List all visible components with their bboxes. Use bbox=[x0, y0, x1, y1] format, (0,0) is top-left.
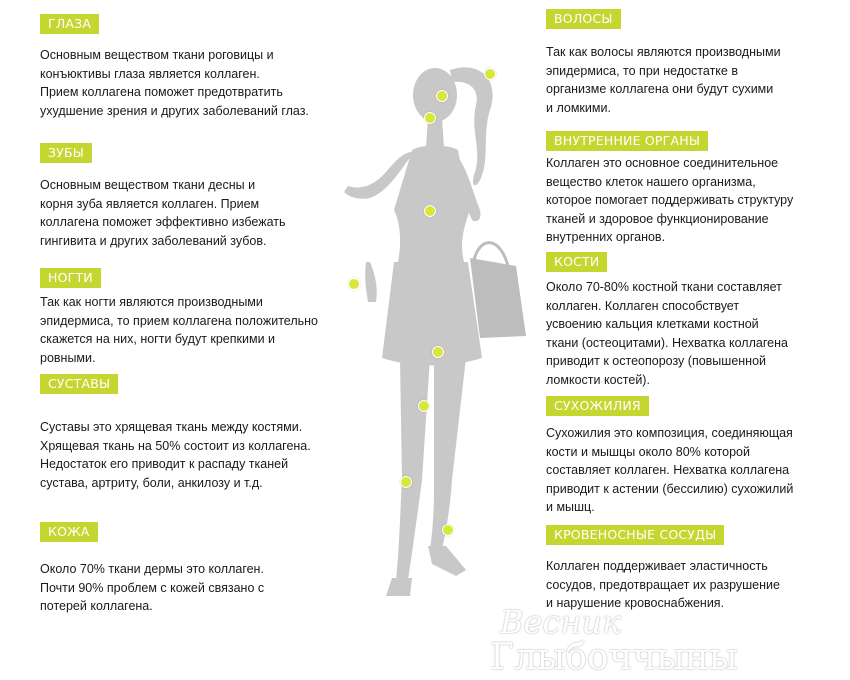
joints-label: СУСТАВЫ bbox=[40, 374, 118, 394]
watermark-line-1: Весник bbox=[500, 603, 622, 641]
vessels-label: КРОВЕНОСНЫЕ СОСУДЫ bbox=[546, 525, 724, 545]
teeth-marker-dot bbox=[424, 112, 436, 124]
eyes-marker-dot bbox=[436, 90, 448, 102]
hair-text: Так как волосы являются производными эпидермиса, то при недостатке в организме коллагена они будут сухими и ломкими. bbox=[546, 45, 781, 115]
organs-text: Коллаген это основное соединительное вещество клеток нашего организма, которое помогает поддерживать структуру тканей и здоровое функционирование внутренних органов. bbox=[546, 156, 794, 244]
teeth-text: Основным веществом ткани десны и корня зуба является коллаген. Прием коллагена поможет эффективно избежать гингивита и других заболеваний зубов. bbox=[40, 178, 286, 248]
skin-text: Около 70% ткани дермы это коллаген. Почти 90% проблем с кожей связано с потерей коллагена. bbox=[40, 562, 265, 613]
hair-marker-dot bbox=[484, 68, 496, 80]
watermark bbox=[490, 603, 835, 678]
skin-marker-dot bbox=[400, 476, 412, 488]
watermark-line-2: Глыбоччыны bbox=[490, 637, 738, 678]
nails-label: НОГТИ bbox=[40, 268, 101, 288]
joints-text: Суставы это хрящевая ткань между костями. Хрящевая ткань на 50% состоит из коллагена. Недостаток его приводит к распаду тканей сустава, артриту, боли, анкилозу и т.д. bbox=[40, 420, 311, 490]
woman-silhouette bbox=[330, 40, 550, 610]
vessels-text: Коллаген поддерживает эластичность сосудов, предотвращает их разрушение и нарушение кровоснабжения. bbox=[546, 559, 780, 610]
tendons-label: СУХОЖИЛИЯ bbox=[546, 396, 649, 416]
eyes-text: Основным веществом ткани роговицы и конъюктивы глаза является коллаген. Прием коллагена поможет предотвратить ухудшение зрения и других заболеваний глаз. bbox=[40, 48, 309, 118]
bones-label: КОСТИ bbox=[546, 252, 607, 272]
tendons-marker-dot bbox=[442, 524, 454, 536]
bones-marker-dot bbox=[432, 346, 444, 358]
skin-label: КОЖА bbox=[40, 522, 98, 542]
organs-marker-dot bbox=[424, 205, 436, 217]
nails-text: Так как ногти являются производными эпидермиса, то прием коллагена положительно скажется на них, ногти будут крепкими и ровными. bbox=[40, 295, 318, 365]
organs-label: ВНУТРЕННИЕ ОРГАНЫ bbox=[546, 131, 708, 151]
teeth-label: ЗУБЫ bbox=[40, 143, 92, 163]
nails-marker-dot bbox=[348, 278, 360, 290]
tendons-text: Сухожилия это композиция, соединяющая кости и мышцы около 80% которой составляет коллаген. Нехватка коллагена приводит к астении (бессилию) сухожилий и мышц. bbox=[546, 426, 794, 514]
eyes-label: ГЛАЗА bbox=[40, 14, 99, 34]
bones-text: Около 70-80% костной ткани составляет коллаген. Коллаген способствует усвоению кальция клетками костной ткани (остеоцитами). Нехватка коллагена приводит к остеопорозу (повышенной ломкости костей). bbox=[546, 280, 788, 387]
hair-label: ВОЛОСЫ bbox=[546, 9, 621, 29]
joints-marker-dot bbox=[418, 400, 430, 412]
